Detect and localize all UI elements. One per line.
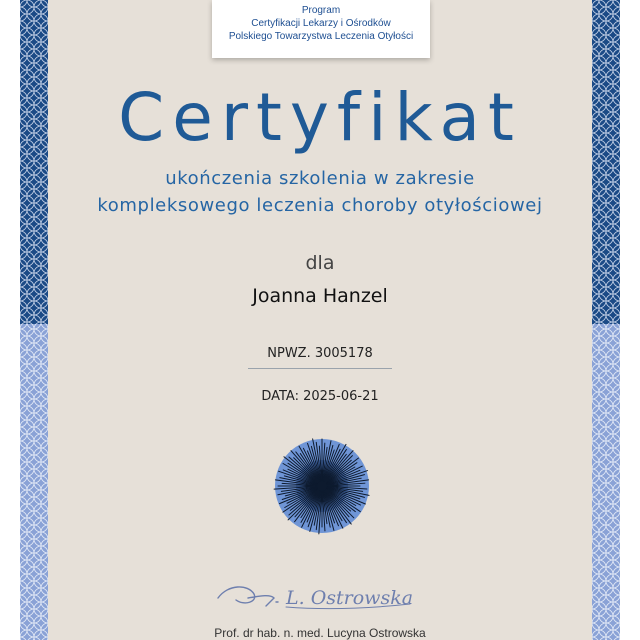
certificate-date: DATA: 2025-06-21 [261,389,379,404]
npwz-number: NPWZ. 3005178 [267,346,373,361]
right-border-pattern [592,0,620,640]
npwz-underline [248,368,392,369]
signature-handwriting [214,578,414,612]
signature-text: L. Ostrowska [286,587,414,609]
certificate-subtitle-line1: ukończenia szkolenia w zakresie [165,168,475,189]
badge-line-society: Polskiego Towarzystwa Leczenia Otyłości [228,31,414,42]
for-label: dla [305,252,335,274]
starburst-emblem-icon [270,434,374,538]
recipient-name: Joanna Hanzel [252,285,388,307]
badge-line-program: Program [301,5,341,16]
badge-line-certification: Certyfikacji Lekarzy i Ośrodków [251,18,391,29]
certificate-subtitle-line2: kompleksowego leczenia choroby otyłościowej [97,195,543,216]
left-border-pattern [20,0,48,640]
program-badge [212,0,430,58]
certificate-title: Certyfikat [118,79,522,156]
signer-name: Prof. dr hab. n. med. Lucyna Ostrowska [214,626,426,640]
